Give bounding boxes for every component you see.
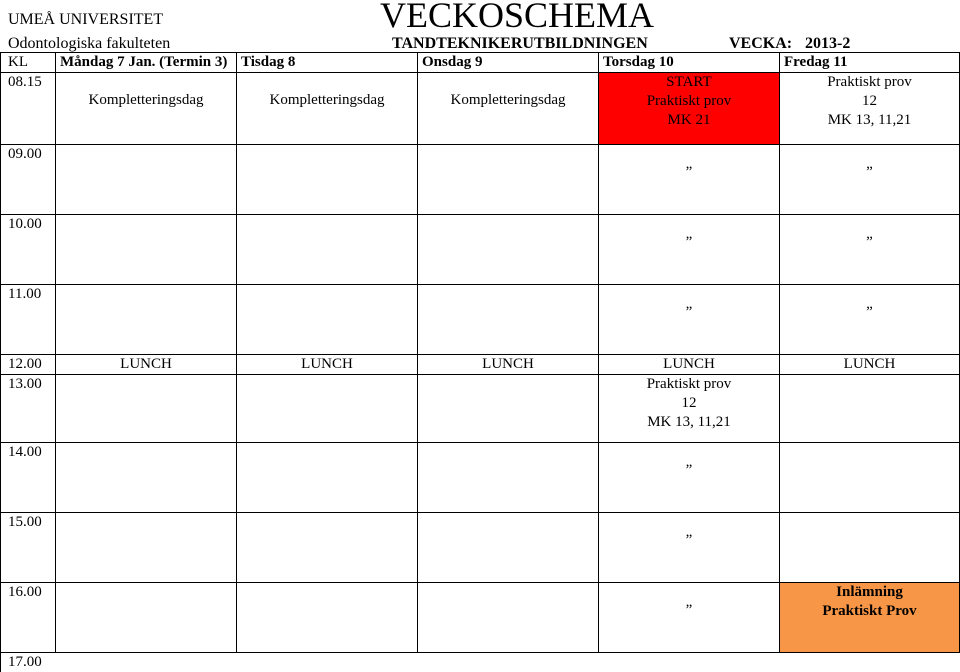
cell-wed-lunch: LUNCH [418,355,599,375]
kompl-text: Kompletteringsdag [237,91,417,110]
cell-fri-lunch: LUNCH [780,355,960,375]
room-text: MK 13, 11,21 [599,413,779,432]
cell-tue-1600 [237,583,418,653]
row-1700 [1,653,960,672]
time-label: 09.00 [1,145,56,215]
ditto-mark: „ [599,295,779,314]
cell-fri-1100 [780,285,960,355]
ditto-mark: „ [599,225,779,244]
exam-text: Praktiskt prov [780,73,959,92]
row-1100 [1,285,960,355]
cell-wed-1300 [418,375,599,443]
submission-title: Inlämning [780,583,959,602]
cell-mon-1100 [56,285,237,355]
cell-fri-1300 [780,375,960,443]
exam-number: 12 [780,92,959,111]
exam-text: Praktiskt prov [599,375,779,394]
kompl-text: Kompletteringsdag [418,91,598,110]
cell-fri-1600 [780,583,960,653]
row-0900 [1,145,960,215]
cell-mon-1000 [56,215,237,285]
room-text: MK 21 [599,111,779,130]
time-label: 08.15 [1,73,56,145]
cell-thu-1100 [599,285,780,355]
time-label: 17.00 [1,653,56,672]
cell-fri-1400 [780,443,960,513]
cell-wed-0900 [418,145,599,215]
col-header-tuesday: Tisdag 8 [237,53,418,73]
schedule-table [0,52,960,672]
ditto-mark: „ [599,155,779,174]
time-label: 12.00 [1,355,56,375]
cell-thu-1600 [599,583,780,653]
cell-wed-0815 [418,73,599,145]
exam-number: 12 [599,394,779,413]
cell-thu-lunch: LUNCH [599,355,780,375]
cell-mon-0815 [56,73,237,145]
cell-thu-1400 [599,443,780,513]
cell-mon-0900 [56,145,237,215]
cell-mon-1300 [56,375,237,443]
cell-tue-1500 [237,513,418,583]
time-label: 11.00 [1,285,56,355]
row-1300 [1,375,960,443]
time-label: 15.00 [1,513,56,583]
cell-thu-0815 [599,73,780,145]
exam-text: Praktiskt prov [599,92,779,111]
kompl-text: Kompletteringsdag [56,91,236,110]
submission-subtitle: Praktiskt Prov [780,602,959,621]
cell-thu-1000 [599,215,780,285]
row-1200 [1,355,960,375]
footer-blank [56,653,960,672]
cell-mon-1400 [56,443,237,513]
cell-mon-1500 [56,513,237,583]
cell-tue-0900 [237,145,418,215]
row-1600 [1,583,960,653]
time-label: 10.00 [1,215,56,285]
cell-wed-1000 [418,215,599,285]
cell-wed-1100 [418,285,599,355]
week-value: 2013-2 [805,36,850,52]
cell-wed-1600 [418,583,599,653]
col-header-friday: Fredag 11 [780,53,960,73]
week-label: VECKA: [729,36,792,52]
col-header-wednesday: Onsdag 9 [418,53,599,73]
cell-mon-lunch: LUNCH [56,355,237,375]
program-name: TANDTEKNIKERUTBILDNINGEN [392,36,648,52]
col-header-thursday: Torsdag 10 [599,53,780,73]
ditto-mark: „ [780,225,959,244]
header-row [1,53,960,73]
cell-tue-1100 [237,285,418,355]
ditto-mark: „ [780,295,959,314]
row-1000 [1,215,960,285]
cell-fri-1500 [780,513,960,583]
cell-mon-1600 [56,583,237,653]
row-1500 [1,513,960,583]
ditto-mark: „ [599,453,779,472]
time-label: 14.00 [1,443,56,513]
cell-fri-1000 [780,215,960,285]
page-title: VECKOSCHEMA [380,0,654,33]
row-1400 [1,443,960,513]
cell-tue-1300 [237,375,418,443]
cell-fri-0900 [780,145,960,215]
university-name: UMEÅ UNIVERSITET [8,12,163,28]
faculty-name: Odontologiska fakulteten [8,36,170,52]
ditto-mark: „ [599,523,779,542]
cell-wed-1500 [418,513,599,583]
col-header-monday: Måndag 7 Jan. (Termin 3) [56,53,237,73]
ditto-mark: „ [599,593,779,612]
time-label: 16.00 [1,583,56,653]
room-text: MK 13, 11,21 [780,111,959,130]
cell-thu-0900 [599,145,780,215]
cell-fri-0815 [780,73,960,145]
cell-tue-lunch: LUNCH [237,355,418,375]
col-header-kl: KL [1,53,56,73]
cell-thu-1300 [599,375,780,443]
start-text: START [599,73,779,92]
cell-wed-1400 [418,443,599,513]
time-label: 13.00 [1,375,56,443]
cell-tue-0815 [237,73,418,145]
cell-thu-1500 [599,513,780,583]
row-0815 [1,73,960,145]
cell-tue-1400 [237,443,418,513]
cell-tue-1000 [237,215,418,285]
ditto-mark: „ [780,155,959,174]
